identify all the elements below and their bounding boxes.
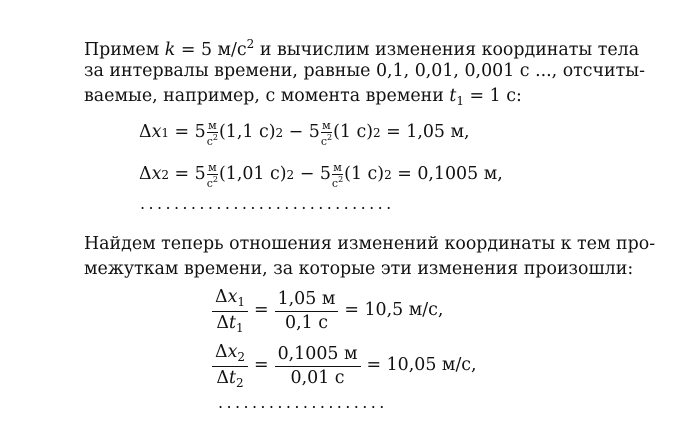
- text-segment: = 0,1005 м,: [391, 164, 503, 185]
- var-x: x: [227, 286, 238, 307]
- superscript: 2: [338, 174, 344, 184]
- unit-den-text: с: [331, 176, 339, 190]
- unit-denominator: [207, 133, 218, 147]
- value-fraction: [275, 290, 339, 332]
- equals-sign: =: [254, 300, 269, 321]
- text-segment: = 10,5 м/с,: [344, 300, 444, 321]
- var-k: k: [164, 40, 176, 60]
- var-t: t: [449, 86, 457, 106]
- delta-fraction: [212, 288, 248, 334]
- text-segment: − 5: [294, 164, 331, 185]
- text-segment: (1 с): [344, 164, 385, 185]
- fraction-denominator: [213, 367, 246, 390]
- text-segment: межуткам времени, за которые эти изменения произошли:: [84, 259, 634, 279]
- text-segment: = 1,05 м,: [380, 122, 470, 143]
- text-segment: (1,01 с): [218, 164, 287, 185]
- unit-numerator: м: [208, 118, 217, 132]
- text-segment: = 5: [169, 122, 206, 143]
- unit-fraction: [207, 120, 218, 147]
- unit-den-text: с: [206, 176, 213, 190]
- delta-symbol: Δ: [139, 122, 152, 143]
- unit-denominator: [321, 133, 332, 147]
- unit-numerator: м: [333, 160, 342, 174]
- superscript: 2: [327, 132, 333, 142]
- subscript: 1: [235, 320, 244, 335]
- superscript: 2: [275, 126, 284, 140]
- var-x: x: [151, 164, 162, 185]
- superscript: 2: [286, 168, 295, 182]
- unit-numerator: м: [208, 160, 217, 174]
- paragraph-1-line-3: [84, 88, 522, 107]
- text-segment: (1 с): [333, 122, 373, 143]
- ratio-equation-1: [212, 288, 443, 334]
- delta-symbol: Δ: [215, 341, 228, 362]
- unit-den-text: с: [206, 134, 213, 148]
- equation-2: [139, 155, 503, 195]
- fraction-denominator: 0,01 с: [290, 367, 345, 388]
- superscript: 2: [212, 174, 218, 184]
- superscript: 2: [246, 37, 255, 51]
- value-fraction: [275, 345, 361, 387]
- equation-1: [139, 113, 470, 153]
- paragraph-1-line-2: [84, 61, 645, 81]
- text-segment: = 1 с:: [464, 86, 522, 106]
- ellipsis-dots: ..............................: [140, 194, 395, 213]
- fraction-numerator: [212, 288, 248, 312]
- unit-fraction: [207, 162, 218, 189]
- var-t: t: [228, 312, 236, 333]
- var-t: t: [228, 367, 236, 388]
- unit-fraction: [332, 162, 343, 189]
- var-x: x: [151, 122, 162, 143]
- superscript: 2: [373, 126, 381, 140]
- text-segment: (1,1 с): [218, 122, 276, 143]
- subscript: 2: [237, 349, 246, 364]
- superscript: 2: [212, 132, 218, 142]
- unit-denominator: [332, 175, 343, 189]
- fraction-denominator: 0,1 с: [285, 312, 328, 333]
- subscript: 1: [161, 126, 170, 140]
- unit-numerator: м: [322, 118, 331, 132]
- subscript: 1: [456, 94, 465, 108]
- subscript: 2: [161, 168, 170, 182]
- subscript: 1: [237, 294, 246, 309]
- superscript: 2: [384, 168, 392, 182]
- text-segment: и вычислим изменения координаты тела: [254, 40, 640, 60]
- equals-sign: =: [254, 355, 269, 376]
- delta-symbol: Δ: [216, 367, 229, 388]
- text-segment: = 10,05 м/с,: [366, 355, 477, 376]
- paragraph-2-line-2: [84, 261, 633, 278]
- delta-symbol: Δ: [139, 164, 152, 185]
- delta-symbol: Δ: [216, 312, 229, 333]
- ratio-equation-2: [212, 343, 477, 389]
- unit-den-text: с: [320, 134, 327, 148]
- paragraph-2-line-1: [84, 234, 656, 254]
- fraction-numerator: 1,05 м: [275, 290, 339, 311]
- paragraph-1-line-1: [84, 37, 640, 60]
- fraction-numerator: [212, 343, 248, 367]
- delta-fraction: [212, 343, 248, 389]
- unit-fraction: [321, 120, 332, 147]
- text-segment: = 5 м/с: [175, 40, 247, 60]
- delta-symbol: Δ: [215, 286, 228, 307]
- fraction-denominator: [213, 312, 246, 335]
- text-segment: Примем: [84, 40, 165, 60]
- text-segment: ваемые, например, с момента времени: [84, 86, 450, 106]
- var-x: x: [227, 341, 238, 362]
- text-segment: Найдем теперь отношения изменений координаты к тем про-: [84, 234, 656, 254]
- fraction-numerator: 0,1005 м: [275, 345, 361, 366]
- text-segment: = 5: [169, 164, 206, 185]
- text-segment: за интервалы времени, равные 0,1, 0,01, 0,001 с ..., отсчиты-: [84, 61, 645, 81]
- ellipsis-dots: ....................: [218, 393, 388, 412]
- unit-denominator: [207, 175, 218, 189]
- subscript: 2: [235, 375, 244, 390]
- text-segment: − 5: [283, 122, 320, 143]
